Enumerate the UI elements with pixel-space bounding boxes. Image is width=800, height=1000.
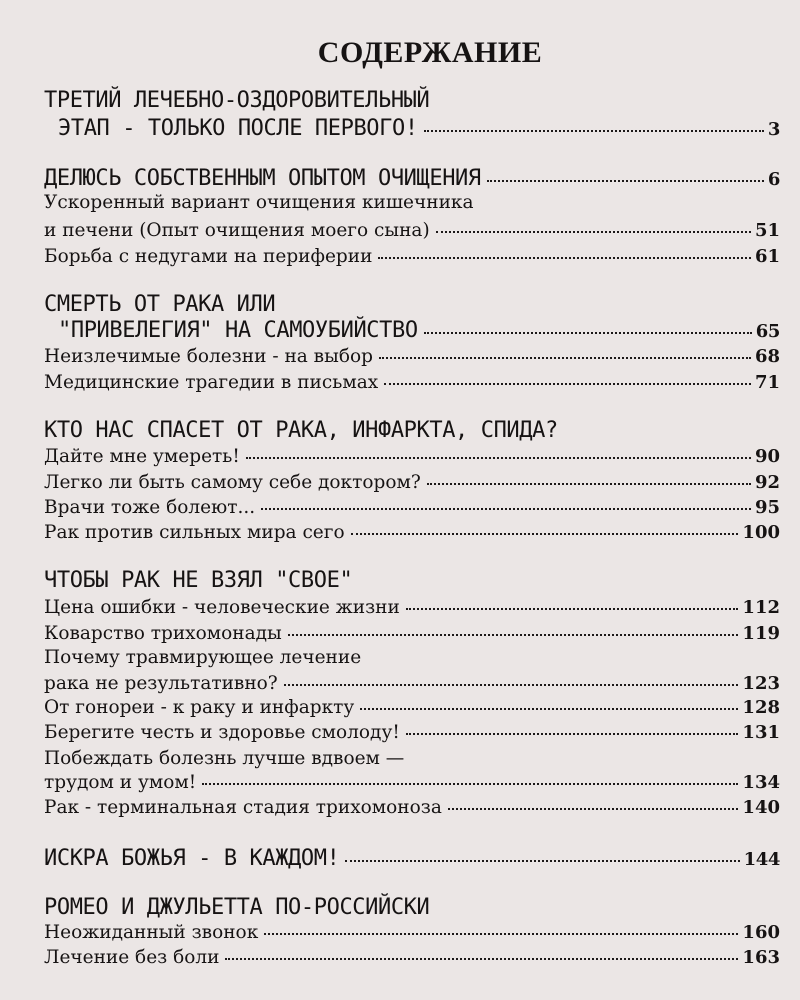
- section-title: ЧТОБЫ РАК НЕ ВЗЯЛ "СВОЕ": [44, 568, 353, 593]
- page-number: 51: [754, 220, 780, 241]
- dot-leader: [427, 483, 751, 485]
- page-number: 100: [742, 522, 780, 543]
- section-title: ДЕЛЮСЬ СОБСТВЕННЫМ ОПЫТОМ ОЧИЩЕНИЯ: [44, 166, 481, 191]
- page-number: 163: [742, 947, 780, 968]
- page-number: 160: [742, 922, 780, 943]
- page-number: 123: [742, 673, 780, 694]
- page-number: 112: [742, 597, 780, 618]
- entry-title: Рак против сильных мира сего: [44, 522, 345, 543]
- dot-leader: [379, 357, 751, 359]
- section-title: КТО НАС СПАСЕТ ОТ РАКА, ИНФАРКТА, СПИДА?: [44, 418, 558, 443]
- page-number: 3: [767, 119, 780, 140]
- toc-entry[interactable]: [58, 318, 780, 343]
- toc-subentry[interactable]: [44, 346, 780, 367]
- dot-leader: [384, 383, 751, 385]
- dot-leader: [264, 933, 738, 935]
- toc-subentry-line: [44, 748, 780, 769]
- toc-entry[interactable]: [44, 166, 780, 191]
- dot-leader: [284, 684, 739, 686]
- page-title: СОДЕРЖАНИЕ: [317, 36, 543, 69]
- toc-section-heading: [44, 292, 780, 317]
- toc-section-heading: [44, 418, 780, 443]
- page-number: 6: [767, 169, 780, 190]
- page-number: 92: [754, 472, 780, 493]
- toc-subentry[interactable]: [44, 772, 780, 793]
- toc-subentry[interactable]: [44, 497, 780, 518]
- page-number: 90: [754, 446, 780, 467]
- toc-subentry[interactable]: [44, 922, 780, 943]
- page-number: 65: [755, 321, 780, 342]
- dot-leader: [487, 180, 764, 182]
- entry-title: Берегите честь и здоровье смолоду!: [44, 722, 400, 743]
- section-title: РОМЕО И ДЖУЛЬЕТТА ПО-РОССИЙСКИ: [44, 895, 430, 920]
- toc-subentry-line: [44, 647, 780, 668]
- dot-leader: [351, 533, 739, 535]
- dot-leader: [225, 958, 738, 960]
- toc-subentry[interactable]: [44, 472, 780, 493]
- toc-subentry[interactable]: [44, 947, 780, 968]
- toc-subentry[interactable]: [44, 372, 780, 393]
- page-number: 144: [743, 849, 780, 870]
- page-number: 61: [754, 246, 780, 267]
- dot-leader: [261, 508, 751, 510]
- entry-title: Борьба с недугами на периферии: [44, 246, 373, 267]
- toc-subentry-line: [44, 192, 780, 213]
- toc-section-heading: [44, 568, 780, 593]
- section-title: "ПРИВЕЛЕГИЯ" НА САМОУБИЙСТВО: [58, 318, 418, 343]
- page-number: 71: [754, 372, 780, 393]
- section-title: СМЕРТЬ ОТ РАКА ИЛИ: [44, 292, 276, 317]
- entry-title: Почему травмирующее лечение: [44, 647, 362, 668]
- toc-subentry[interactable]: [44, 623, 780, 644]
- entry-title: и печени (Опыт очищения моего сына): [44, 220, 430, 241]
- toc-section-heading: [44, 895, 780, 920]
- toc-subentry[interactable]: [44, 246, 780, 267]
- dot-leader: [436, 231, 751, 233]
- entry-title: Врачи тоже болеют...: [44, 497, 256, 518]
- toc-entry[interactable]: [58, 116, 780, 141]
- entry-title: От гонореи - к раку и инфаркту: [44, 697, 355, 718]
- toc-section-heading: [44, 88, 780, 113]
- dot-leader: [406, 733, 739, 735]
- toc-subentry[interactable]: [44, 220, 780, 241]
- entry-title: Рак - терминальная стадия трихомоноза: [44, 797, 442, 818]
- page-number: 119: [742, 623, 780, 644]
- toc-subentry[interactable]: [44, 697, 780, 718]
- toc-subentry[interactable]: [44, 673, 780, 694]
- dot-leader: [378, 257, 750, 259]
- dot-leader: [448, 808, 739, 810]
- entry-title: Неожиданный звонок: [44, 922, 259, 943]
- section-title: ЭТАП - ТОЛЬКО ПОСЛЕ ПЕРВОГО!: [58, 116, 418, 141]
- toc-subentry[interactable]: [44, 597, 780, 618]
- page-number: 95: [754, 497, 780, 518]
- section-title: ТРЕТИЙ ЛЕЧЕБНО-ОЗДОРОВИТЕЛЬНЫЙ: [44, 88, 430, 113]
- toc-subentry[interactable]: [44, 446, 780, 467]
- entry-title: Медицинские трагедии в письмах: [44, 372, 379, 393]
- dot-leader: [246, 457, 751, 459]
- section-title: ИСКРА БОЖЬЯ - В КАЖДОМ!: [44, 846, 340, 871]
- dot-leader: [202, 783, 738, 785]
- entry-title: Дайте мне умереть!: [44, 446, 240, 467]
- dot-leader: [424, 130, 764, 132]
- page-number: 68: [754, 346, 780, 367]
- toc-subentry[interactable]: [44, 797, 780, 818]
- toc-subentry[interactable]: [44, 522, 780, 543]
- dot-leader: [424, 332, 752, 334]
- dot-leader: [406, 608, 739, 610]
- toc-entry[interactable]: [44, 846, 780, 871]
- entry-title: Цена ошибки - человеческие жизни: [44, 597, 400, 618]
- entry-title: Неизлечимые болезни - на выбор: [44, 346, 373, 367]
- entry-title: Лечение без боли: [44, 947, 220, 968]
- dot-leader: [345, 860, 739, 862]
- toc-subentry[interactable]: [44, 722, 780, 743]
- entry-title: Ускоренный вариант очищения кишечника: [44, 192, 474, 213]
- page-number: 140: [742, 797, 780, 818]
- dot-leader: [360, 708, 738, 710]
- page-number: 131: [742, 722, 780, 743]
- entry-title: Побеждать болезнь лучше вдвоем —: [44, 748, 405, 769]
- entry-title: Коварство трихомонады: [44, 623, 282, 644]
- dot-leader: [288, 634, 739, 636]
- entry-title: рака не результативно?: [44, 673, 278, 694]
- page-number: 128: [742, 697, 780, 718]
- page-number: 134: [742, 772, 780, 793]
- entry-title: Легко ли быть самому себе доктором?: [44, 472, 421, 493]
- entry-title: трудом и умом!: [44, 772, 197, 793]
